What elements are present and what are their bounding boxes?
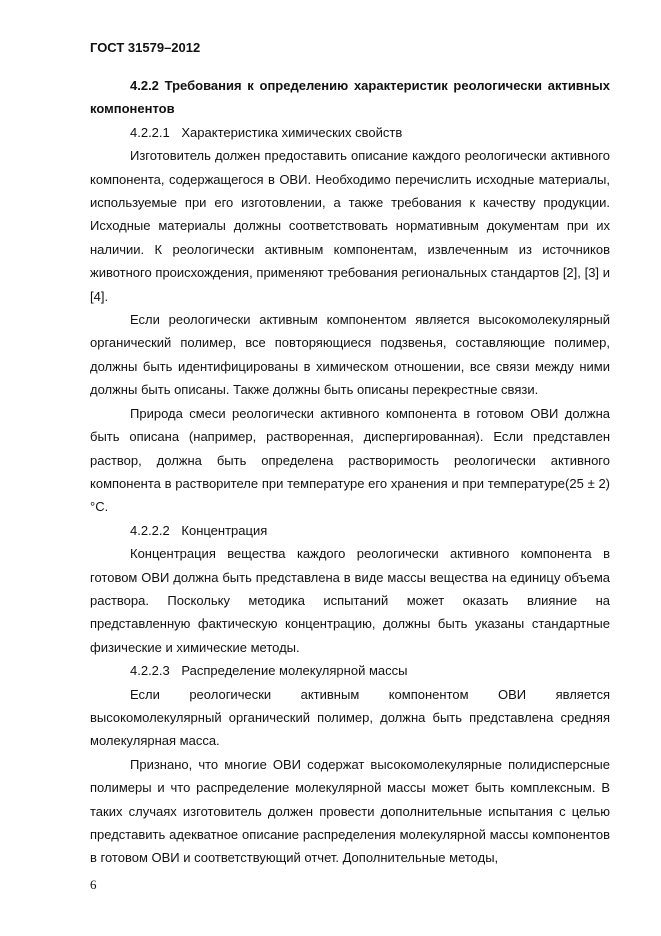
- subsection-number: 4.2.2.2: [130, 522, 170, 538]
- paragraph: Признано, что многие ОВИ содержат высокомолекулярные полидисперсные полимеры и что распределение молекулярной массы может быть комплексным. В таких случаях изготовитель должен провести дополнительные испытания с целью представить адекватное описание распределения молекулярной массы компонентов в готовом ОВИ и соответствующий отчет. Дополнительные методы,: [90, 756, 610, 866]
- subsection-title: Концентрация: [181, 522, 268, 538]
- page-number: 6: [90, 877, 97, 892]
- section-title: Требования к определению характеристик реологически активных компонентов: [90, 78, 610, 117]
- subsection-title: Распределение молекулярной массы: [181, 663, 408, 679]
- section-number: 4.2.2: [130, 78, 159, 93]
- paragraph: Если реологически активным компонентом ОВИ является высокомолекулярный органический полимер, должна быть представлена средняя молекулярная масса.: [90, 686, 610, 749]
- document-header: ГОСТ 31579–2012: [90, 40, 201, 55]
- paragraph: Концентрация вещества каждого реологически активного компонента в готовом ОВИ должна быть представлена в виде массы вещества на единицу объема раствора. Поскольку методика испытаний может оказать влияние на представленную фактическую концентрацию, должны быть указаны стандартные физические и химические методы.: [90, 546, 610, 655]
- paragraph: Природа смеси реологически активного компонента в готовом ОВИ должна быть описана (например, растворенная, диспергированная). Если представлен раствор, должна быть определена растворимость реологически активного компонента в растворителе при температуре его хранения и при температуре(25 ± 2)°С.: [90, 405, 610, 515]
- subsection-heading-2: [90, 519, 610, 542]
- subsection-number: 4.2.2.1: [130, 124, 170, 140]
- section-heading: [90, 74, 610, 121]
- subsection-number: 4.2.2.3: [130, 663, 170, 679]
- page-body: [90, 74, 610, 870]
- subsection-heading-1: [90, 121, 610, 144]
- subsection-title: Характеристика химических свойств: [181, 124, 403, 140]
- subsection-heading-3: [90, 659, 610, 682]
- paragraph: Если реологически активным компонентом является высокомолекулярный органический полимер, все повторяющиеся подзвенья, составляющие полимер, должны быть идентифицированы в химическом отношении, все связи между ними должны быть описаны. Также должны быть описаны перекрестные связи.: [90, 312, 610, 398]
- paragraph: Изготовитель должен предоставить описание каждого реологически активного компонента, содержащегося в ОВИ. Необходимо перечислить исходные материалы, используемые при его изготовлении, а также требования к качеству продукции. Исходные материалы должны соответствовать нормативным документам при их наличии. К реологически активным компонентам, извлеченным из источников животного происхождения, применяют требования региональных стандартов [2], [3] и [4].: [90, 148, 610, 304]
